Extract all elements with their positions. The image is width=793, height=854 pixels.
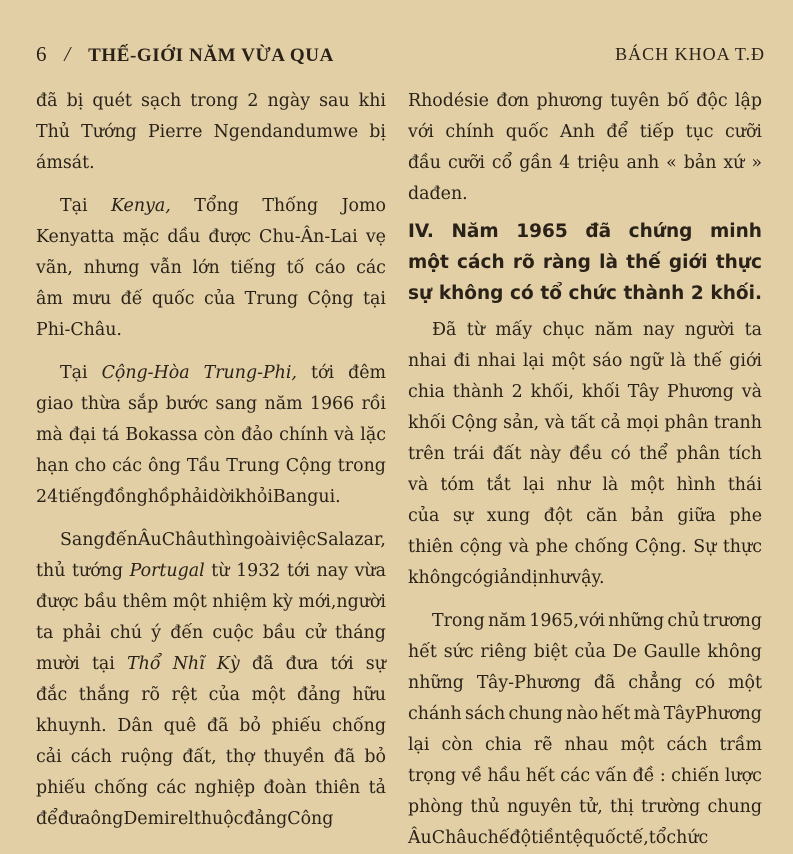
header-left <box>36 42 334 67</box>
text-line: da đen. <box>408 184 468 204</box>
section-heading <box>408 216 762 309</box>
text-line: trên trái đất này đều có thể phân tích <box>408 444 762 464</box>
text-line: Thủ Tướng Pierre Ngendandumwe bị <box>36 122 386 142</box>
text-line: chánh sách chung nào hết mà TâyPhương <box>408 704 762 724</box>
page-header <box>36 42 765 68</box>
text-line: Trong năm 1965,với những chủ trương <box>432 611 762 631</box>
text-line: để đưa ông Demirel thuộc đảng Công <box>36 809 334 829</box>
text-line: những Tây-Phương đã chẳng có một <box>408 673 762 693</box>
text-line: ta phải chú ý đến cuộc bầu cử tháng <box>36 623 386 643</box>
text-line: Tại Kenya, Tổng Thống Jomo <box>60 196 386 216</box>
text-line: lại còn chia rẽ nhau một cách trầm <box>408 735 762 755</box>
text-line: vãn, nhưng vẫn lớn tiếng tố cáo các <box>36 258 386 278</box>
text-line: khuynh. Dân quê đã bỏ phiếu chống <box>36 716 386 736</box>
text-line: đắc thắng rõ rệt của một đảng hữu <box>36 685 386 705</box>
text-line: Rhodésie đơn phương tuyên bố độc lập <box>408 91 762 111</box>
right-column-body <box>408 315 762 854</box>
text-line: Tại Cộng-Hòa Trung-Phi, tới đêm <box>60 363 386 383</box>
text-line: và tóm tắt lại như là một hình thái <box>408 475 762 495</box>
text-line: cải cách ruộng đất, thợ thuyền đã bỏ <box>36 747 386 767</box>
text-line: mà đại tá Bokassa còn đảo chính và lặc <box>36 425 386 445</box>
text-line: một cách rõ ràng là thế giới thực <box>408 252 762 273</box>
header-separator: / <box>64 42 71 66</box>
right-column-intro <box>408 86 762 210</box>
text-line: không có giản dị như vậy. <box>408 568 605 588</box>
text-line: hết sức riêng biệt của De Gaulle không <box>408 642 762 662</box>
text-line: Sang đến ÂuChâu thì ngoài việc Salazar, <box>60 530 386 550</box>
text-line: thủ tướng Portugal từ 1932 tới nay vừa <box>36 561 386 581</box>
text-line: đã bị quét sạch trong 2 ngày sau khi <box>36 91 386 111</box>
text-line: nhai đi nhai lại một sáo ngữ là thế giới <box>408 351 762 371</box>
text-line: Kenyatta mặc dầu được Chu-Ân-Lai vẹ <box>36 227 386 247</box>
left-column <box>36 86 386 835</box>
text-line: chia thành 2 khối, khối Tây Phương và <box>408 382 762 402</box>
text-line: Âu Châu chế độ tiền tệ quốc tế, tổ chức <box>408 828 709 848</box>
text-line: hạn cho các ông Tầu Trung Cộng trong <box>36 456 386 476</box>
text-line: với chính quốc Anh để tiếp tục cưỡi <box>408 122 762 142</box>
text-line: của sự xung đột căn bản giữa phe <box>408 506 762 526</box>
section-title: THẾ-GIỚI NĂM VỪA QUA <box>88 45 334 66</box>
text-line: được bầu thêm một nhiệm kỳ mới,người <box>36 592 386 612</box>
text-line: đầu cưỡi cổ gần 4 triệu anh « bản xứ » <box>408 153 762 173</box>
right-column <box>408 86 762 854</box>
text-line: giao thừa sắp bước sang năm 1966 rồi <box>36 394 386 414</box>
text-line: 24 tiếng đồng hồ phải dời khỏi Bangui. <box>36 487 341 507</box>
text-line: phòng thủ nguyên tử, thị trường chung <box>408 797 762 817</box>
text-line: phiếu chống các nghiệp đoàn thiên tả <box>36 778 386 798</box>
text-line: Phi-Châu. <box>36 320 122 340</box>
text-line: sự không có tổ chức thành 2 khối. <box>408 283 762 304</box>
text-line: trọng về hầu hết các vấn đề : chiến lược <box>408 766 762 786</box>
page-number: 6 <box>36 42 47 66</box>
text-line: mười tại Thổ Nhĩ Kỳ đã đưa tới sự <box>36 654 386 674</box>
text-line: ám sát. <box>36 153 95 173</box>
text-line: IV. Năm 1965 đã chứng minh <box>408 221 762 242</box>
magazine-name: BÁCH KHOA T.Đ <box>615 44 765 64</box>
text-line: thiên cộng và phe chống Cộng. Sự thực <box>408 537 762 557</box>
text-line: âm mưu đế quốc của Trung Cộng tại <box>36 289 386 309</box>
text-line: Đã từ mấy chục năm nay người ta <box>432 320 762 340</box>
text-line: khối Cộng sản, và tất cả mọi phân tranh <box>408 413 762 433</box>
